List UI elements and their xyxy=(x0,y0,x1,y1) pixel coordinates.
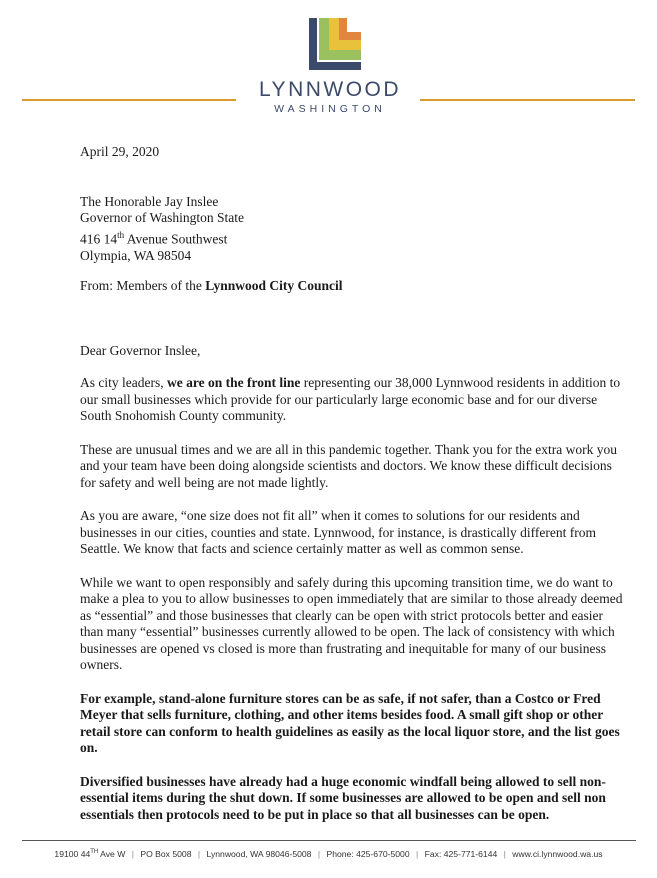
footer-rule xyxy=(22,840,636,841)
brand-name: LYNNWOOD xyxy=(258,78,402,101)
paragraph-2: These are unusual times and we are all in this pandemic together. Thank you for the extra work you and your team have been doing alongside scientists and doctors. We know these difficult decisions for safety and well being are not made lightly. xyxy=(80,441,617,490)
paragraph-6: Diversified businesses have already had a huge economic windfall being allowed to sell non-essential items during the shut down. If some businesses are allowed to be open and sell non essentials then protocols need to be put in place so that all businesses can be open. xyxy=(80,773,606,822)
letter-body xyxy=(80,144,628,840)
recipient-line-4: Olympia, WA 98504 xyxy=(80,247,192,263)
footer-contact: 19100 44TH Ave W | PO Box 5008 | Lynnwood, WA 98046-5008 | Phone: 425-670-5000 | Fax: 425-771-6144 | www.ci.lynnwood.wa.us xyxy=(54,849,603,859)
recipient-line-1: The Honorable Jay Inslee xyxy=(80,193,219,209)
footer-website: www.ci.lynnwood.wa.us xyxy=(512,849,603,859)
paragraph-1: As city leaders, we are on the front line representing our 38,000 Lynnwood residents in addition to our small businesses which provide for our particularly large economic base and for our diverse South Snohomish County community. xyxy=(80,375,621,423)
recipient-line-2: Governor of Washington State xyxy=(80,210,245,225)
header-rule-left xyxy=(22,99,236,101)
from-line: From: Members of the Lynnwood City Council xyxy=(80,278,343,293)
brand-subtitle: WASHINGTON xyxy=(274,103,386,115)
paragraph-3: As you are aware, “one size does not fit all” when it comes to solutions for our residents and businesses in our cities, counties and state. Lynnwood, for instance, is drastically different from Seattle. We know that facts and science certainly matter as well as common sense. xyxy=(80,508,597,556)
paragraph-4: While we want to open responsibly and safely during this upcoming transition time, we do want to make a plea to you to allow businesses to open immediately that are similar to those already deemed as “essential” and those businesses that clearly can be open with strict protocols better and easier than many “essential” businesses currently allowed to be open. The lack of consistency with which businesses are opened vs closed is more than frustrating and inequitable for many of our business owners. xyxy=(80,574,623,672)
salutation: Dear Governor Inslee, xyxy=(80,342,201,358)
header-rule-right xyxy=(420,99,635,101)
lynnwood-logo-icon xyxy=(309,18,361,70)
footer-phone: Phone: 425-670-5000 xyxy=(326,849,410,859)
footer-pobox: PO Box 5008 xyxy=(140,849,192,859)
footer-city: Lynnwood, WA 98046-5008 xyxy=(206,849,312,859)
footer-fax: Fax: 425-771-6144 xyxy=(424,849,498,859)
recipient-line-3: 416 14th Avenue Southwest xyxy=(80,229,228,246)
recipient-address xyxy=(80,194,628,265)
letter-date: April 29, 2020 xyxy=(80,144,160,159)
paragraph-5: For example, stand-alone furniture stores can be as safe, if not safer, than a Costco or Fred Meyer that sells furniture, clothing, and other items besides food. A small gift shop or other retail store can conform to health guidelines as easily as the local liquor store, and the list goes on. xyxy=(80,690,620,755)
footer-address: 19100 44TH Ave W xyxy=(54,849,126,859)
